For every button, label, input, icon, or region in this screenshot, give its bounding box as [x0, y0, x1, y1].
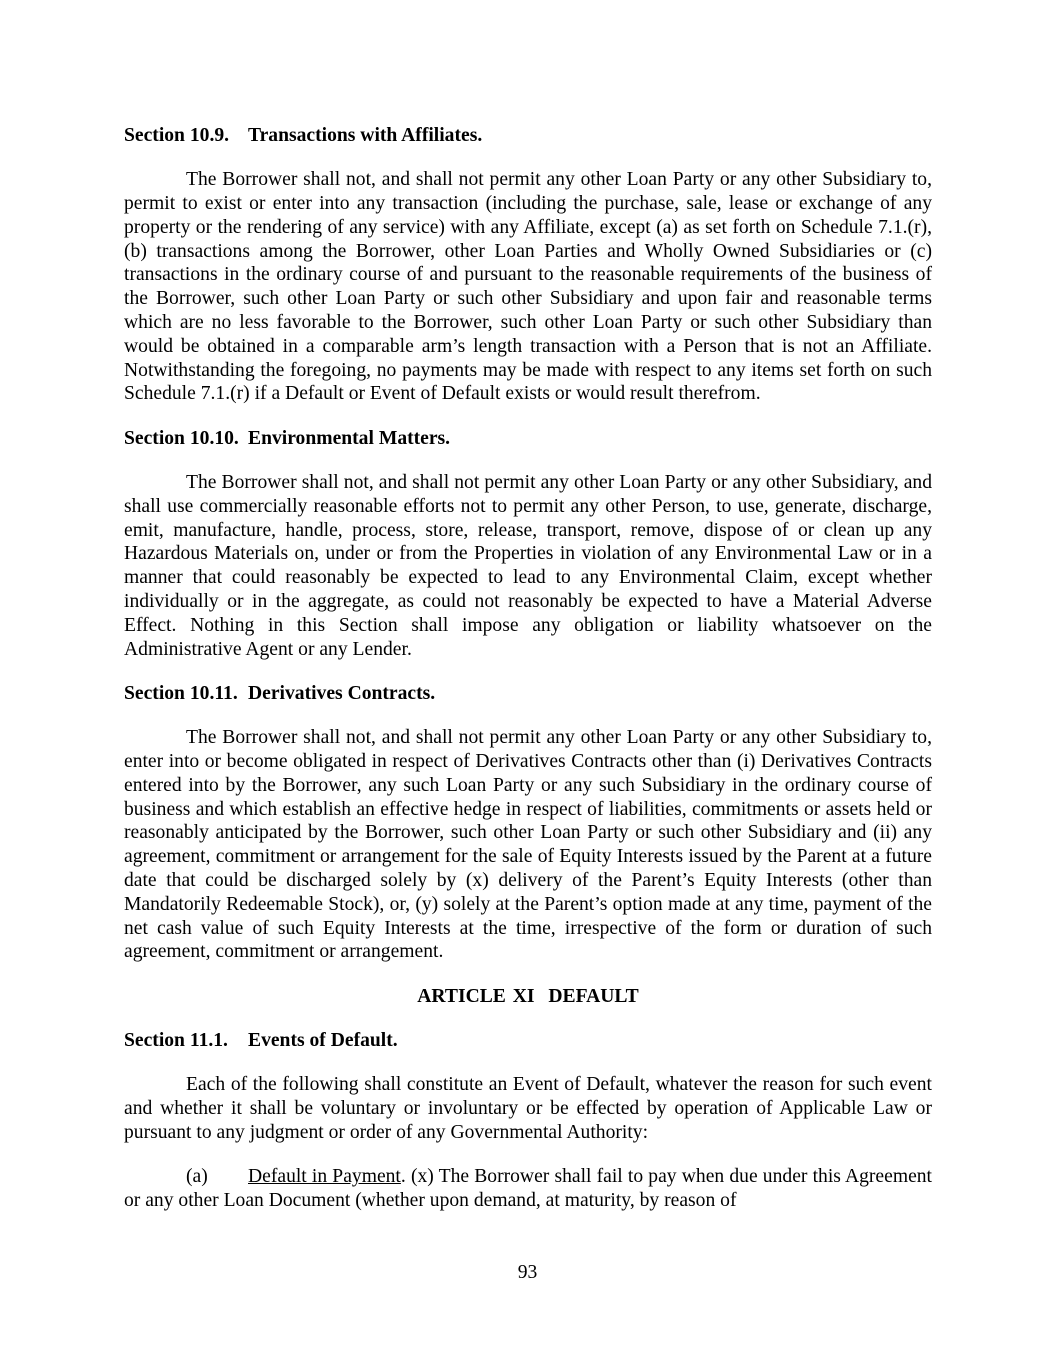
section-number: Section 10.10. [124, 427, 239, 449]
section-body-10-9: The Borrower shall not, and shall not permit any other Loan Party or any other Subsidiary to, permit to exist or enter into any transaction (including the purchase, sale, lease or exchange of any property or the rendering of any service) with any Affiliate, except (a) as set forth on Schedule 7.1.(r), (b) transactions among the Borrower, other Loan Parties and Wholly Owned Subsidiaries or (c) transactions in the ordinary course of and pursuant to the reasonable requirements of the business of the Borrower, such other Loan Party or such other Subsidiary and upon fair and reasonable terms which are no less favorable to the Borrower, such other Loan Party or such other Subsidiary than would be obtained in a comparable arm’s length transaction with a Person that is not an Affiliate. Notwithstanding the foregoing, no payments may be made with respect to any items set forth on such Schedule 7.1.(r) if a Default or Event of Default exists or would result therefrom. [124, 169, 932, 405]
section-heading-10-11 [124, 682, 932, 706]
section-body-11-1: Each of the following shall constitute an Event of Default, whatever the reason for such event and whether it shall be voluntary or involuntary or be effected by operation of Applicable Law or pursuant to any judgment or order of any Governmental Authority: [124, 1074, 932, 1143]
section-body-10-10: The Borrower shall not, and shall not permit any other Loan Party or any other Subsidiary, and shall use commercially reasonable efforts not to permit any other Person, to use, generate, discharge, emit, manufacture, handle, process, store, release, transport, remove, dispose of or clean up any Hazardous Materials on, under or from the Properties in violation of any Environmental Law or in a manner that could reasonably be expected to lead to any Environmental Claim, except whether individually or in the aggregate, as could not reasonably be expected to have a Material Adverse Effect. Nothing in this Section shall impose any obligation or liability whatsoever on the Administrative Agent or any Lender. [124, 472, 932, 660]
clause-text: . (x) The Borrower shall fail to pay when due under this Agreement or any other Loan Document (whether upon demand, at maturity, by reason of [124, 1166, 933, 1211]
document-page [124, 124, 932, 1213]
section-heading-11-1 [124, 1029, 932, 1053]
section-title: Transactions with Affiliates. [248, 125, 483, 146]
section-number: Section 11.1. [124, 1030, 228, 1051]
section-number: Section 10.9. [124, 125, 230, 146]
section-heading-10-10 [124, 427, 932, 451]
section-title: Events of Default. [248, 1030, 398, 1051]
clause-marker: (a) [186, 1166, 208, 1188]
page-number: 93 [517, 1262, 538, 1283]
section-title: Environmental Matters. [248, 427, 451, 449]
clause-a [124, 1165, 932, 1213]
section-number: Section 10.11. [124, 682, 238, 704]
section-title: Derivatives Contracts. [248, 682, 436, 704]
article-title: ARTICLE XI DEFAULT [417, 985, 639, 1007]
clause-title: Default in Payment [248, 1166, 401, 1188]
section-body-10-11: The Borrower shall not, and shall not permit any other Loan Party or any other Subsidiary to, enter into or become obligated in respect of Derivatives Contracts other than (i) Derivatives Contracts entered into by the Borrower, any such Loan Party or any such Subsidiary in the ordinary course of business and which establish an effective hedge in respect of liabilities, commitments or assets held or reasonably anticipated by the Borrower, such other Loan Party or such other Subsidiary and (ii) any agreement, commitment or arrangement for the sale of Equity Interests issued by the Parent at a future date that could be discharged solely by (x) delivery of the Parent’s Equity Interests (other than Mandatorily Redeemable Stock), or, (y) solely at the Parent’s option made at any time, payment of the net cash value of such Equity Interests at the time, irrespective of the form or duration of such agreement, commitment or arrangement. [124, 727, 932, 963]
section-heading-10-9 [124, 124, 932, 148]
